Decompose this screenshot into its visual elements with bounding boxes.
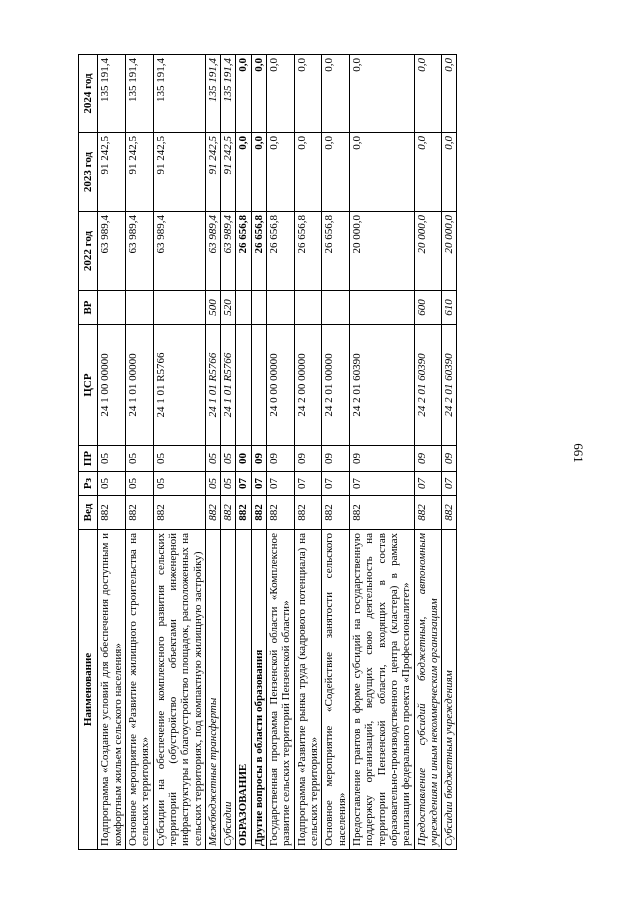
cell-2024: 0,0 — [236, 55, 251, 133]
budget-table — [78, 54, 457, 850]
cell-name: Предоставление субсидий бюджетным, автономным учреждениям и иным некоммерческим организациям — [414, 530, 442, 850]
cell-2023: 0,0 — [251, 133, 266, 212]
table-row — [221, 55, 236, 850]
cell-name: Субсидии бюджетным учреждениям — [442, 530, 457, 850]
header-ved: Вед — [79, 496, 98, 530]
cell-pr: 05 — [153, 446, 205, 472]
cell-name: Предоставление грантов в форме субсидий на государственную поддержку организаций, ведущих свою деятельность на территории Пензенской области, входящих в состав образовательно-производственного центра (кластера) в рамках реализации федерального проекта «Профессионалитет» — [349, 530, 414, 850]
cell-2023: 91 242,5 — [98, 133, 126, 212]
cell-rz: 05 — [221, 472, 236, 496]
rotated-table-area — [78, 55, 533, 850]
cell-csr: 24 2 01 00000 — [322, 325, 350, 446]
cell-2023: 0,0 — [349, 133, 414, 212]
table-row — [236, 55, 251, 850]
cell-2023: 0,0 — [442, 133, 457, 212]
table-row — [153, 55, 205, 850]
cell-2024: 0,0 — [349, 55, 414, 133]
cell-csr: 24 1 00 00000 — [98, 325, 126, 446]
cell-csr: 24 1 01 R5766 — [205, 325, 220, 446]
cell-2022: 26 656,8 — [294, 212, 322, 291]
table-body — [98, 55, 457, 850]
cell-rz: 07 — [322, 472, 350, 496]
cell-2023: 0,0 — [294, 133, 322, 212]
cell-pr: 09 — [294, 446, 322, 472]
cell-ved: 882 — [221, 496, 236, 530]
cell-rz: 07 — [414, 472, 442, 496]
cell-csr: 24 2 01 60390 — [414, 325, 442, 446]
cell-rz: 05 — [98, 472, 126, 496]
cell-2022: 63 989,4 — [205, 212, 220, 291]
cell-2022: 63 989,4 — [153, 212, 205, 291]
cell-2024: 0,0 — [294, 55, 322, 133]
cell-2022: 20 000,0 — [442, 212, 457, 291]
cell-rz: 05 — [205, 472, 220, 496]
header-pr: ПР — [79, 446, 98, 472]
cell-ved: 882 — [349, 496, 414, 530]
cell-name: Государственная программа Пензенской области «Комплексное развитие сельских территорий Пензенской области» — [267, 530, 295, 850]
cell-name: Другие вопросы в области образования — [251, 530, 266, 850]
cell-name: Субсидии — [221, 530, 236, 850]
rotated-table-container — [78, 55, 533, 850]
table-row — [442, 55, 457, 850]
table-row — [322, 55, 350, 850]
cell-rz: 07 — [267, 472, 295, 496]
cell-2023: 91 242,5 — [125, 133, 153, 212]
cell-pr: 05 — [98, 446, 126, 472]
header-name: Наименование — [79, 530, 98, 850]
cell-vr — [125, 291, 153, 325]
cell-pr: 09 — [349, 446, 414, 472]
cell-name: Подпрограмма «Создание условий для обеспечения доступным и комфортным жильем сельского населения» — [98, 530, 126, 850]
cell-ved: 882 — [322, 496, 350, 530]
cell-rz: 07 — [294, 472, 322, 496]
cell-name: Межбюджетные трансферты — [205, 530, 220, 850]
table-row — [251, 55, 266, 850]
cell-2024: 135 191,4 — [153, 55, 205, 133]
cell-ved: 882 — [98, 496, 126, 530]
cell-ved: 882 — [414, 496, 442, 530]
cell-name: Основное мероприятие «Развитие жилищного строительства на сельских территориях» — [125, 530, 153, 850]
cell-csr — [251, 325, 266, 446]
cell-pr: 05 — [125, 446, 153, 472]
cell-vr — [153, 291, 205, 325]
cell-vr — [98, 291, 126, 325]
cell-2023: 91 242,5 — [153, 133, 205, 212]
cell-2022: 26 656,8 — [236, 212, 251, 291]
cell-2024: 0,0 — [322, 55, 350, 133]
cell-csr: 24 2 01 60390 — [442, 325, 457, 446]
cell-2022: 63 989,4 — [221, 212, 236, 291]
cell-2024: 135 191,4 — [205, 55, 220, 133]
cell-2023: 91 242,5 — [205, 133, 220, 212]
cell-vr — [349, 291, 414, 325]
cell-pr: 09 — [442, 446, 457, 472]
table-row — [205, 55, 220, 850]
cell-ved: 882 — [442, 496, 457, 530]
cell-ved: 882 — [153, 496, 205, 530]
cell-csr: 24 2 00 00000 — [294, 325, 322, 446]
cell-ved: 882 — [236, 496, 251, 530]
cell-2022: 63 989,4 — [98, 212, 126, 291]
cell-vr: 610 — [442, 291, 457, 325]
cell-rz: 07 — [442, 472, 457, 496]
cell-pr: 09 — [251, 446, 266, 472]
table-header-row — [79, 55, 98, 850]
cell-2023: 0,0 — [322, 133, 350, 212]
cell-ved: 882 — [294, 496, 322, 530]
cell-vr: 600 — [414, 291, 442, 325]
cell-2022: 20 000,0 — [349, 212, 414, 291]
cell-rz: 05 — [153, 472, 205, 496]
cell-name: Субсидии на обеспечение комплексного развития сельских территорий (обустройство объектами инженерной инфраструктуры и благоустройство площадок, расположенных на сельских территориях, под компактную жилищную застройку) — [153, 530, 205, 850]
cell-csr — [236, 325, 251, 446]
page-number-text: 661 — [571, 442, 586, 463]
cell-csr: 24 2 01 60390 — [349, 325, 414, 446]
cell-2022: 26 656,8 — [322, 212, 350, 291]
cell-csr: 24 1 01 00000 — [125, 325, 153, 446]
cell-name: ОБРАЗОВАНИЕ — [236, 530, 251, 850]
cell-vr — [236, 291, 251, 325]
cell-rz: 07 — [251, 472, 266, 496]
cell-2022: 26 656,8 — [251, 212, 266, 291]
cell-2022: 63 989,4 — [125, 212, 153, 291]
header-rz: Рз — [79, 472, 98, 496]
cell-2024: 135 191,4 — [221, 55, 236, 133]
header-2023: 2023 год — [79, 133, 98, 212]
table-row — [267, 55, 295, 850]
table-row — [294, 55, 322, 850]
cell-2024: 0,0 — [251, 55, 266, 133]
cell-2022: 20 000,0 — [414, 212, 442, 291]
cell-csr: 24 1 01 R5766 — [221, 325, 236, 446]
table-row — [98, 55, 126, 850]
cell-vr — [322, 291, 350, 325]
cell-name: Подпрограмма «Развитие рынка труда (кадрового потенциала) на сельских территориях» — [294, 530, 322, 850]
cell-ved: 882 — [251, 496, 266, 530]
cell-pr: 05 — [221, 446, 236, 472]
cell-2024: 135 191,4 — [98, 55, 126, 133]
cell-vr: 520 — [221, 291, 236, 325]
cell-pr: 00 — [236, 446, 251, 472]
cell-rz: 07 — [236, 472, 251, 496]
cell-2024: 0,0 — [267, 55, 295, 133]
header-vr: ВР — [79, 291, 98, 325]
cell-2024: 0,0 — [442, 55, 457, 133]
cell-2023: 0,0 — [236, 133, 251, 212]
table-row — [414, 55, 442, 850]
cell-ved: 882 — [125, 496, 153, 530]
cell-csr: 24 1 01 R5766 — [153, 325, 205, 446]
cell-2023: 0,0 — [414, 133, 442, 212]
page-number — [568, 0, 588, 905]
cell-name: Основное мероприятие «Содействие занятости сельского населения» — [322, 530, 350, 850]
cell-2022: 26 656,8 — [267, 212, 295, 291]
table-row — [125, 55, 153, 850]
header-2024: 2024 год — [79, 55, 98, 133]
cell-pr: 09 — [322, 446, 350, 472]
cell-rz: 05 — [125, 472, 153, 496]
cell-pr: 09 — [267, 446, 295, 472]
cell-vr: 500 — [205, 291, 220, 325]
cell-vr — [251, 291, 266, 325]
header-2022: 2022 год — [79, 212, 98, 291]
cell-csr: 24 0 00 00000 — [267, 325, 295, 446]
cell-2024: 135 191,4 — [125, 55, 153, 133]
table-row — [349, 55, 414, 850]
cell-vr — [294, 291, 322, 325]
cell-ved: 882 — [267, 496, 295, 530]
cell-vr — [267, 291, 295, 325]
cell-pr: 09 — [414, 446, 442, 472]
cell-pr: 05 — [205, 446, 220, 472]
cell-2024: 0,0 — [414, 55, 442, 133]
cell-2023: 0,0 — [267, 133, 295, 212]
cell-2023: 91 242,5 — [221, 133, 236, 212]
cell-rz: 07 — [349, 472, 414, 496]
header-csr: ЦСР — [79, 325, 98, 446]
cell-ved: 882 — [205, 496, 220, 530]
